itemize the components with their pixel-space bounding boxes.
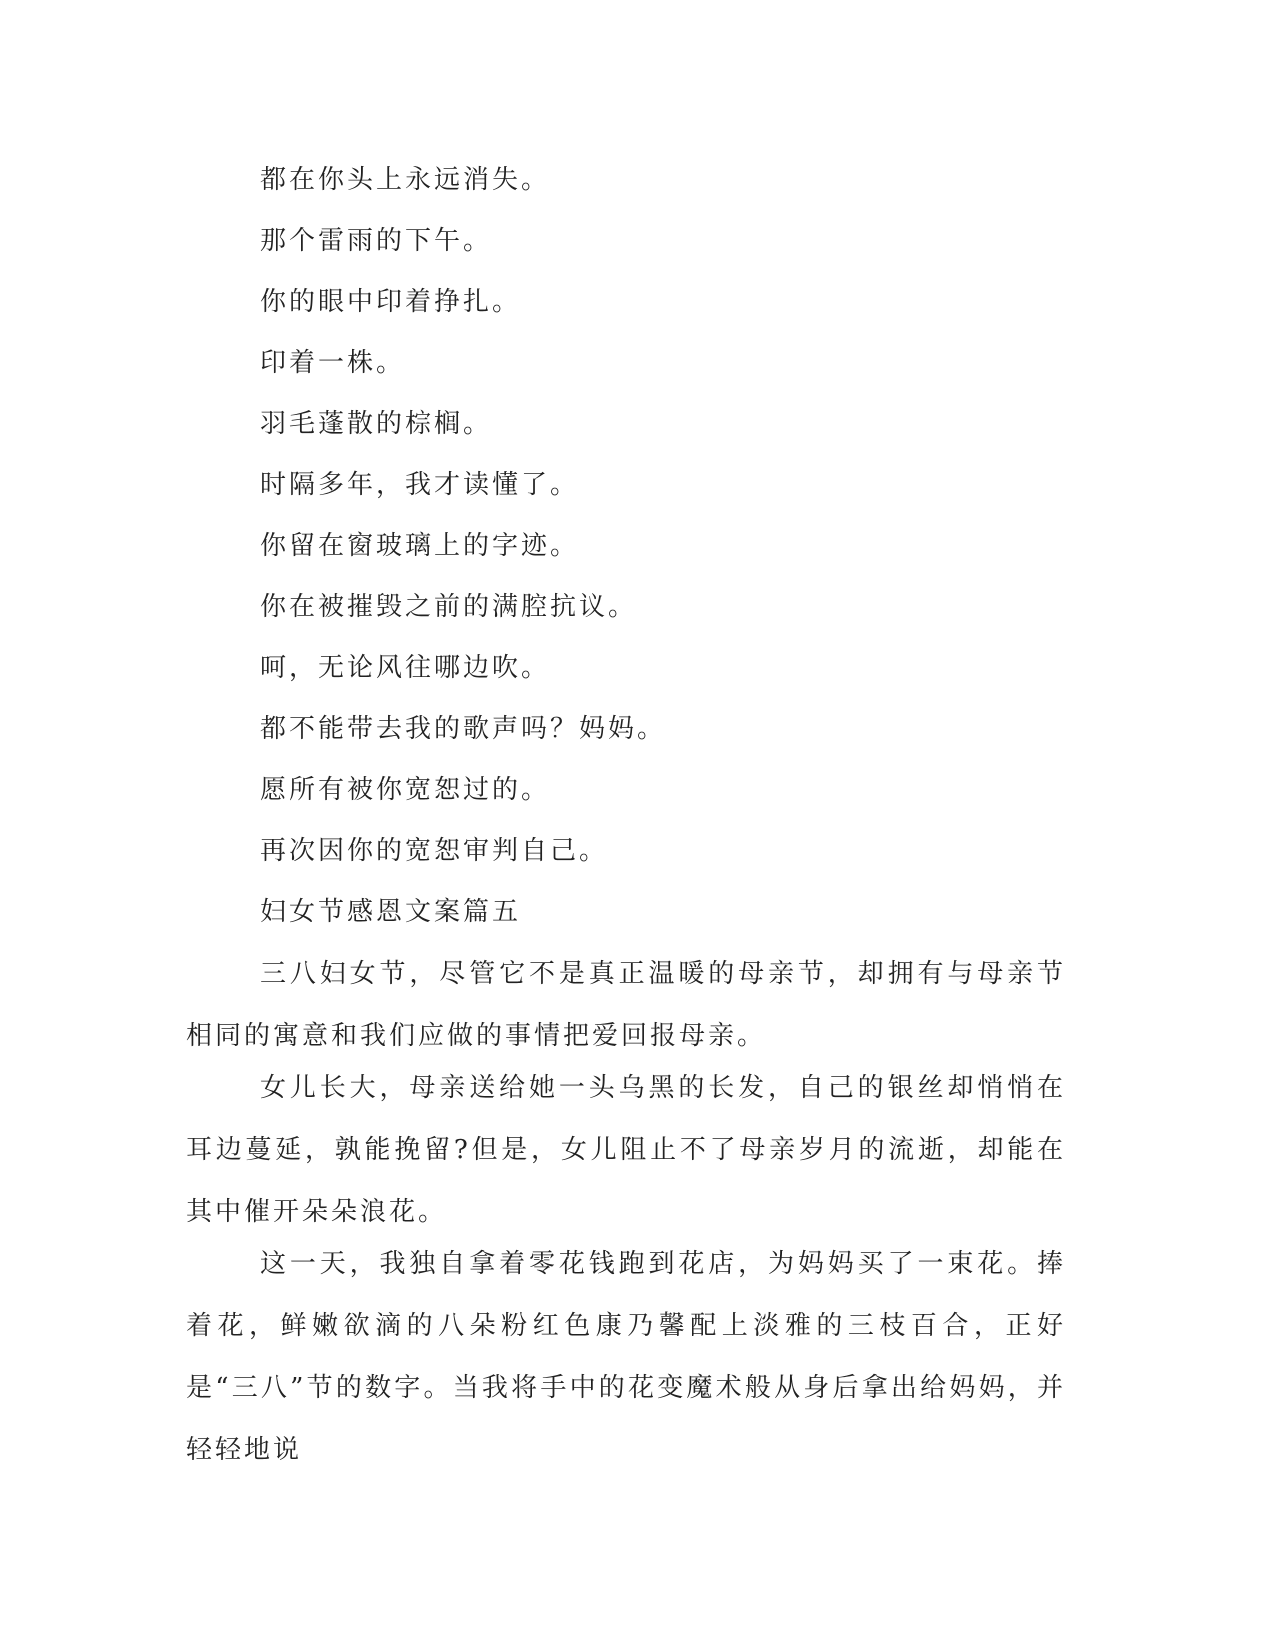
poem-line: 时隔多年，我才读懂了。 [260, 470, 580, 500]
poem-line: 呵，无论风往哪边吹。 [260, 653, 551, 683]
body-paragraph: 女儿长大，母亲送给她一头乌黑的长发，自己的银丝却悄悄在耳边蔓延，孰能挽留?但是，女儿阻止不了母亲岁月的流逝，却能在其中催开朵朵浪花。 [186, 1073, 1066, 1227]
poem-line: 都不能带去我的歌声吗？妈妈。 [260, 714, 667, 744]
poem-line: 那个雷雨的下午。 [260, 226, 493, 256]
section-heading: 妇女节感恩文案篇五 [260, 897, 522, 927]
poem-line: 你的眼中印着挣扎。 [260, 287, 522, 317]
poem-line: 印着一株。 [260, 348, 406, 378]
poem-line: 愿所有被你宽恕过的。 [260, 775, 551, 805]
poem-line: 再次因你的宽恕审判自己。 [260, 836, 609, 866]
poem-line: 都在你头上永远消失。 [260, 165, 551, 195]
poem-line: 羽毛蓬散的棕榈。 [260, 409, 493, 439]
poem-line: 你在被摧毁之前的满腔抗议。 [260, 592, 638, 622]
document-body [186, 162, 1066, 1483]
poem-line: 你留在窗玻璃上的字迹。 [260, 531, 580, 561]
body-paragraph: 这一天，我独自拿着零花钱跑到花店，为妈妈买了一束花。捧着花，鲜嫩欲滴的八朵粉红色康乃馨配上淡雅的三枝百合，正好是“三八”节的数字。当我将手中的花变魔术般从身后拿出给妈妈，并轻轻地说 [186, 1249, 1066, 1465]
body-paragraph: 三八妇女节，尽管它不是真正温暖的母亲节，却拥有与母亲节相同的寓意和我们应做的事情把爱回报母亲。 [186, 959, 1066, 1051]
